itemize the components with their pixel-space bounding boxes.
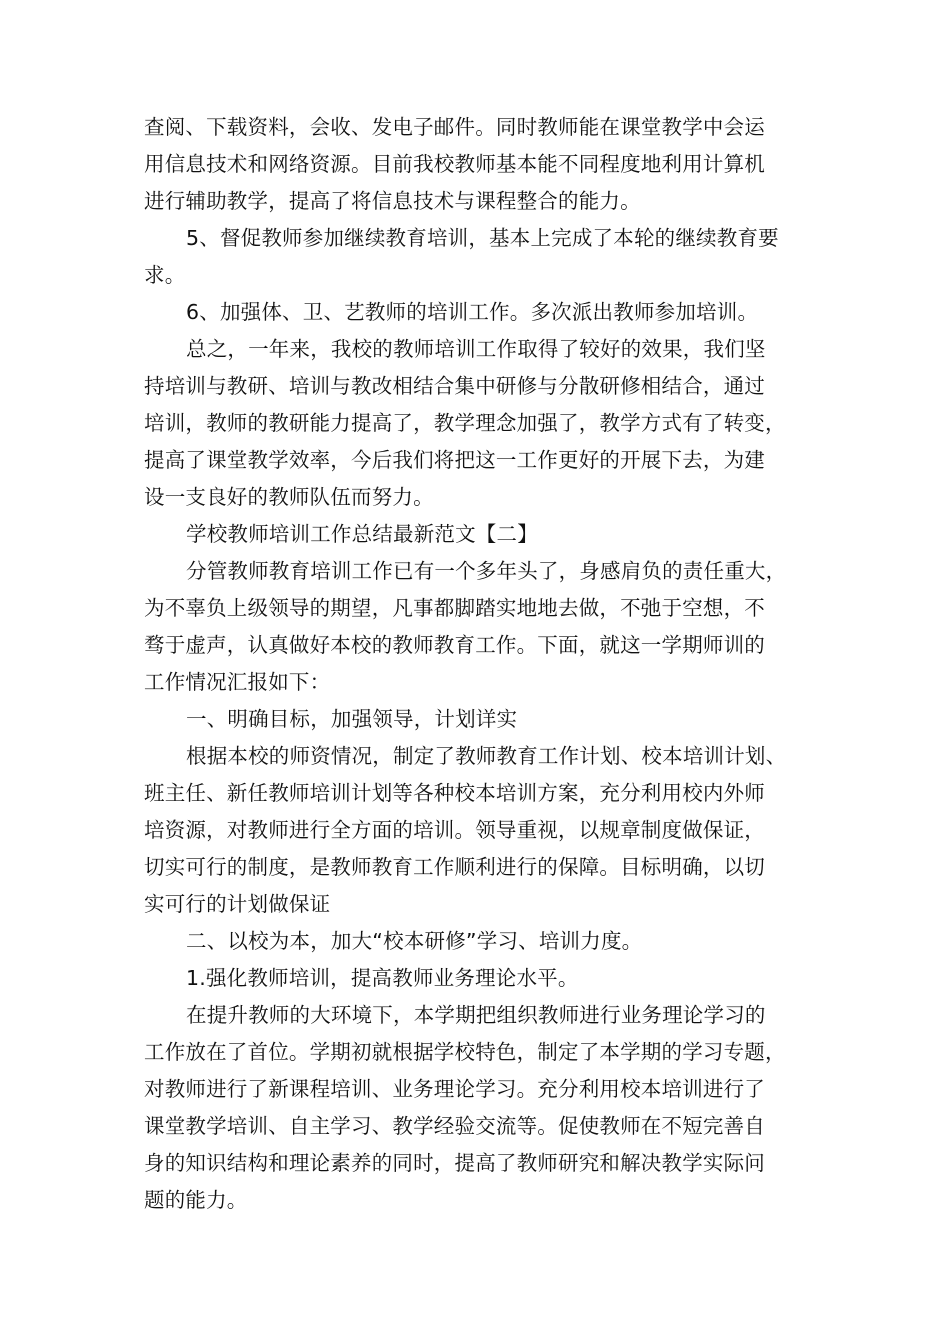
text-line: 在提升教师的大环境下，本学期把组织教师进行业务理论学习的 (186, 1003, 766, 1027)
text-line: 分管教师教育培训工作已有一个多年头了，身感肩负的责任重大， (186, 559, 787, 583)
text-line: 切实可行的制度，是教师教育工作顺利进行的保障。目标明确，以切 (144, 855, 765, 879)
text-line: 培训，教师的教研能力提高了，教学理念加强了，教学方式有了转变， (144, 411, 786, 435)
text-line: 班主任、新任教师培训计划等各种校本培训方案，充分利用校内外师 (144, 781, 765, 805)
text-line: 提高了课堂教学效率，今后我们将把这一工作更好的开展下去，为建 (144, 448, 765, 472)
text-line: 1.强化教师培训，提高教师业务理论水平。 (186, 966, 579, 990)
text-line: 根据本校的师资情况，制定了教师教育工作计划、校本培训计划、 (186, 744, 787, 768)
text-line: 骛于虚声，认真做好本校的教师教育工作。下面，就这一学期师训的 (144, 633, 765, 657)
text-line: 课堂教学培训、自主学习、教学经验交流等。促使教师在不短完善自 (144, 1114, 765, 1138)
text-line: 身的知识结构和理论素养的同时，提高了教师研究和解决教学实际问 (144, 1151, 765, 1175)
text-line: 学校教师培训工作总结最新范文【二】 (186, 522, 538, 546)
text-line: 5、督促教师参加继续教育培训，基本上完成了本轮的继续教育要 (186, 226, 779, 250)
text-line: 进行辅助教学，提高了将信息技术与课程整合的能力。 (144, 189, 641, 213)
text-line: 工作情况汇报如下： (144, 670, 331, 694)
text-line: 求。 (144, 263, 186, 287)
text-line: 工作放在了首位。学期初就根据学校特色，制定了本学期的学习专题， (144, 1040, 786, 1064)
document-body (144, 109, 834, 1219)
text-line: 为不辜负上级领导的期望，凡事都脚踏实地地去做，不弛于空想，不 (144, 596, 765, 620)
text-line: 题的能力。 (144, 1188, 248, 1212)
text-line: 总之，一年来，我校的教师培训工作取得了较好的效果，我们坚 (186, 337, 766, 361)
text-line: 一、明确目标，加强领导，计划详实 (186, 707, 518, 731)
text-line: 实可行的计划做保证 (144, 892, 331, 916)
text-line: 持培训与教研、培训与教改相结合集中研修与分散研修相结合，通过 (144, 374, 765, 398)
text-line: 设一支良好的教师队伍而努力。 (144, 485, 434, 509)
text-line: 用信息技术和网络资源。目前我校教师基本能不同程度地利用计算机 (144, 152, 765, 176)
text-line: 对教师进行了新课程培训、业务理论学习。充分利用校本培训进行了 (144, 1077, 765, 1101)
text-line: 6、加强体、卫、艺教师的培训工作。多次派出教师参加培训。 (186, 300, 759, 324)
text-line: 二、以校为本，加大“校本研修”学习、培训力度。 (186, 929, 643, 953)
text-line: 查阅、下载资料，会收、发电子邮件。同时教师能在课堂教学中会运 (144, 115, 765, 139)
text-line: 培资源，对教师进行全方面的培训。领导重视，以规章制度做保证， (144, 818, 765, 842)
